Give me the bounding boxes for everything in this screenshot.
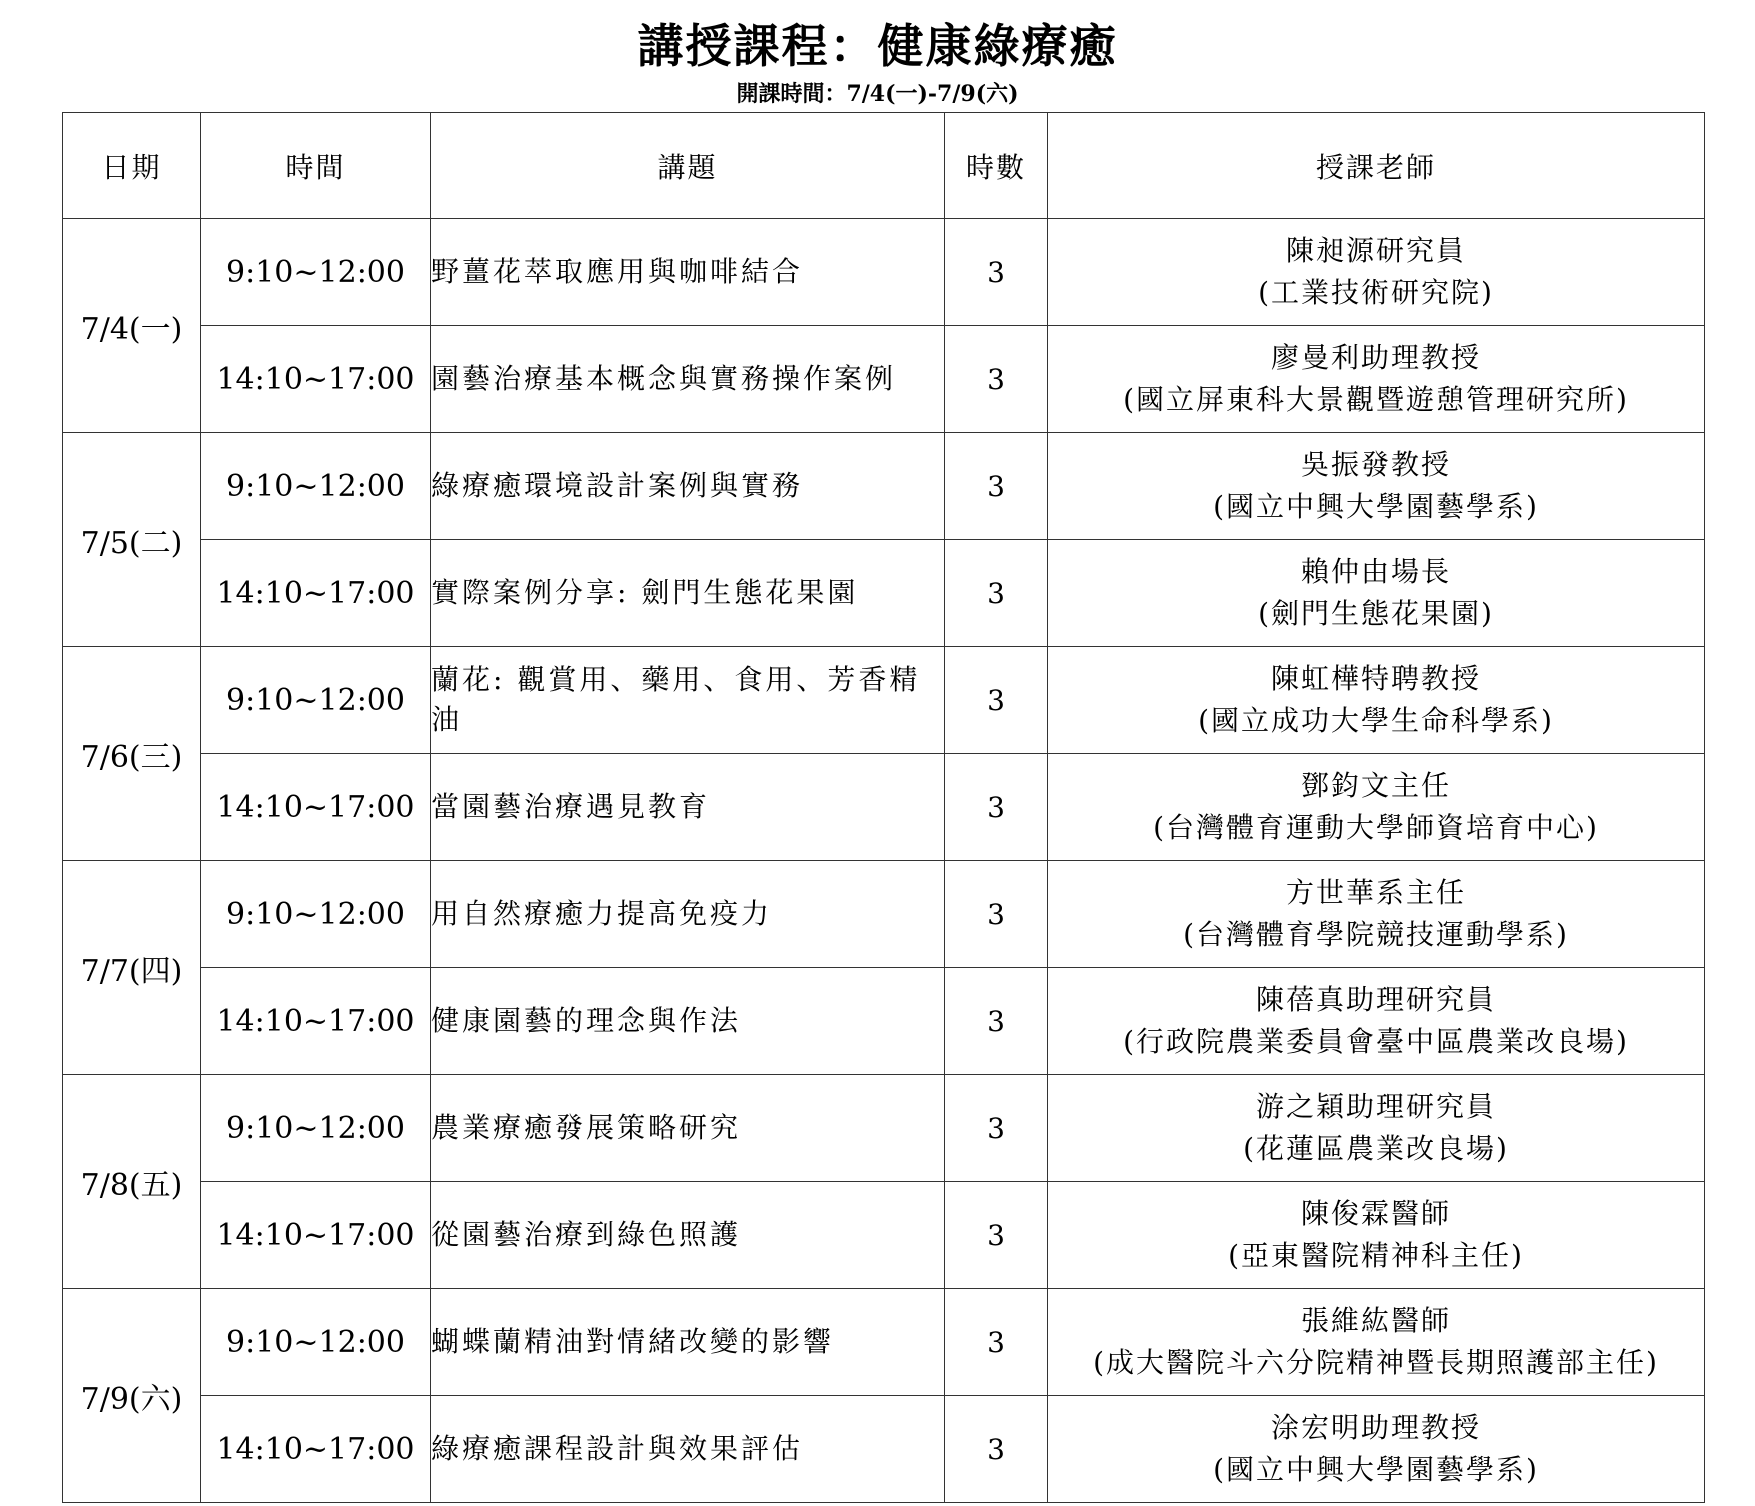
teacher-affiliation: (成大醫院斗六分院精神暨長期照護部主任)	[1093, 1346, 1659, 1379]
teacher-name: 張維紘醫師	[1300, 1304, 1451, 1337]
topic-cell: 農業療癒發展策略研究	[431, 1075, 945, 1182]
date-cell: 7/6(三)	[63, 647, 201, 861]
topic-cell: 健康園藝的理念與作法	[431, 968, 945, 1075]
date-cell: 7/7(四)	[63, 861, 201, 1075]
teacher-cell	[1048, 1182, 1705, 1289]
table-row	[63, 1075, 1705, 1182]
teacher-cell	[1048, 647, 1705, 754]
time-cell: 14:10~17:00	[201, 326, 431, 433]
topic-cell: 園藝治療基本概念與實務操作案例	[431, 326, 945, 433]
teacher-cell	[1048, 433, 1705, 540]
hours-cell: 3	[945, 1182, 1048, 1289]
time-cell: 9:10~12:00	[201, 1075, 431, 1182]
table-row	[63, 540, 1705, 647]
teacher-affiliation: (工業技術研究院)	[1258, 276, 1494, 309]
teacher-cell	[1048, 540, 1705, 647]
teacher-cell	[1048, 326, 1705, 433]
teacher-affiliation: (台灣體育學院競技運動學系)	[1183, 918, 1569, 951]
teacher-affiliation: (國立屏東科大景觀暨遊憩管理研究所)	[1123, 383, 1629, 416]
date-cell: 7/9(六)	[63, 1289, 201, 1503]
header-time: 時間	[201, 113, 431, 219]
course-period: 開課時間：7/4(一)-7/9(六)	[736, 81, 1019, 107]
header-row	[63, 113, 1705, 219]
hours-cell: 3	[945, 647, 1048, 754]
time-cell: 9:10~12:00	[201, 433, 431, 540]
teacher-cell	[1048, 1289, 1705, 1396]
schedule-table	[62, 112, 1705, 1503]
topic-cell: 當園藝治療遇見教育	[431, 754, 945, 861]
topic-cell: 野薑花萃取應用與咖啡結合	[431, 219, 945, 326]
teacher-cell	[1048, 861, 1705, 968]
table-row	[63, 861, 1705, 968]
time-cell: 9:10~12:00	[201, 1289, 431, 1396]
hours-cell: 3	[945, 326, 1048, 433]
table-row	[63, 1396, 1705, 1503]
time-cell: 14:10~17:00	[201, 1396, 431, 1503]
schedule-body	[63, 219, 1705, 1503]
topic-cell: 實際案例分享: 劍門生態花果園	[431, 540, 945, 647]
teacher-affiliation: (劍門生態花果園)	[1258, 597, 1494, 630]
hours-cell: 3	[945, 433, 1048, 540]
teacher-name: 鄧鈞文主任	[1300, 769, 1451, 802]
time-cell: 14:10~17:00	[201, 1182, 431, 1289]
teacher-name: 方世華系主任	[1285, 876, 1466, 909]
teacher-cell	[1048, 968, 1705, 1075]
hours-cell: 3	[945, 1289, 1048, 1396]
header-hours: 時數	[945, 113, 1048, 219]
topic-cell: 蝴蝶蘭精油對情緒改變的影響	[431, 1289, 945, 1396]
teacher-cell	[1048, 754, 1705, 861]
topic-cell: 用自然療癒力提高免疫力	[431, 861, 945, 968]
teacher-affiliation: (台灣體育運動大學師資培育中心)	[1153, 811, 1599, 844]
date-cell: 7/5(二)	[63, 433, 201, 647]
date-cell: 7/8(五)	[63, 1075, 201, 1289]
hours-cell: 3	[945, 968, 1048, 1075]
teacher-affiliation: (國立中興大學園藝學系)	[1213, 490, 1539, 523]
time-cell: 9:10~12:00	[201, 647, 431, 754]
table-row	[63, 219, 1705, 326]
time-cell: 9:10~12:00	[201, 861, 431, 968]
teacher-name: 廖曼利助理教授	[1270, 341, 1481, 374]
teacher-affiliation: (亞東醫院精神科主任)	[1228, 1239, 1524, 1272]
teacher-affiliation: (國立中興大學園藝學系)	[1213, 1453, 1539, 1486]
teacher-cell	[1048, 219, 1705, 326]
page-title: 講授課程：健康綠療癒	[637, 19, 1118, 73]
table-row	[63, 326, 1705, 433]
teacher-name: 陳虹樺特聘教授	[1270, 662, 1481, 695]
teacher-affiliation: (花蓮區農業改良場)	[1243, 1132, 1509, 1165]
time-cell: 14:10~17:00	[201, 540, 431, 647]
teacher-name: 吳振發教授	[1300, 448, 1451, 481]
teacher-name: 賴仲由場長	[1300, 555, 1451, 588]
topic-cell: 綠療癒課程設計與效果評估	[431, 1396, 945, 1503]
topic-cell: 從園藝治療到綠色照護	[431, 1182, 945, 1289]
topic-cell: 蘭花: 觀賞用、藥用、食用、芳香精油	[431, 647, 945, 754]
hours-cell: 3	[945, 540, 1048, 647]
header-date: 日期	[63, 113, 201, 219]
table-row	[63, 1289, 1705, 1396]
teacher-name: 陳昶源研究員	[1285, 234, 1466, 267]
hours-cell: 3	[945, 1396, 1048, 1503]
hours-cell: 3	[945, 754, 1048, 861]
hours-cell: 3	[945, 1075, 1048, 1182]
header-topic: 講題	[431, 113, 945, 219]
teacher-affiliation: (行政院農業委員會臺中區農業改良場)	[1123, 1025, 1629, 1058]
hours-cell: 3	[945, 861, 1048, 968]
time-cell: 14:10~17:00	[201, 754, 431, 861]
table-row	[63, 1182, 1705, 1289]
teacher-name: 陳俊霖醫師	[1300, 1197, 1451, 1230]
teacher-name: 游之穎助理研究員	[1255, 1090, 1496, 1123]
date-cell: 7/4(一)	[63, 219, 201, 433]
teacher-cell	[1048, 1396, 1705, 1503]
teacher-cell	[1048, 1075, 1705, 1182]
teacher-name: 陳蓓真助理研究員	[1255, 983, 1496, 1016]
time-cell: 14:10~17:00	[201, 968, 431, 1075]
header-teacher: 授課老師	[1048, 113, 1705, 219]
table-row	[63, 754, 1705, 861]
time-cell: 9:10~12:00	[201, 219, 431, 326]
table-row	[63, 647, 1705, 754]
teacher-affiliation: (國立成功大學生命科學系)	[1198, 704, 1554, 737]
teacher-name: 涂宏明助理教授	[1270, 1411, 1481, 1444]
table-row	[63, 968, 1705, 1075]
hours-cell: 3	[945, 219, 1048, 326]
topic-cell: 綠療癒環境設計案例與實務	[431, 433, 945, 540]
table-row	[63, 433, 1705, 540]
